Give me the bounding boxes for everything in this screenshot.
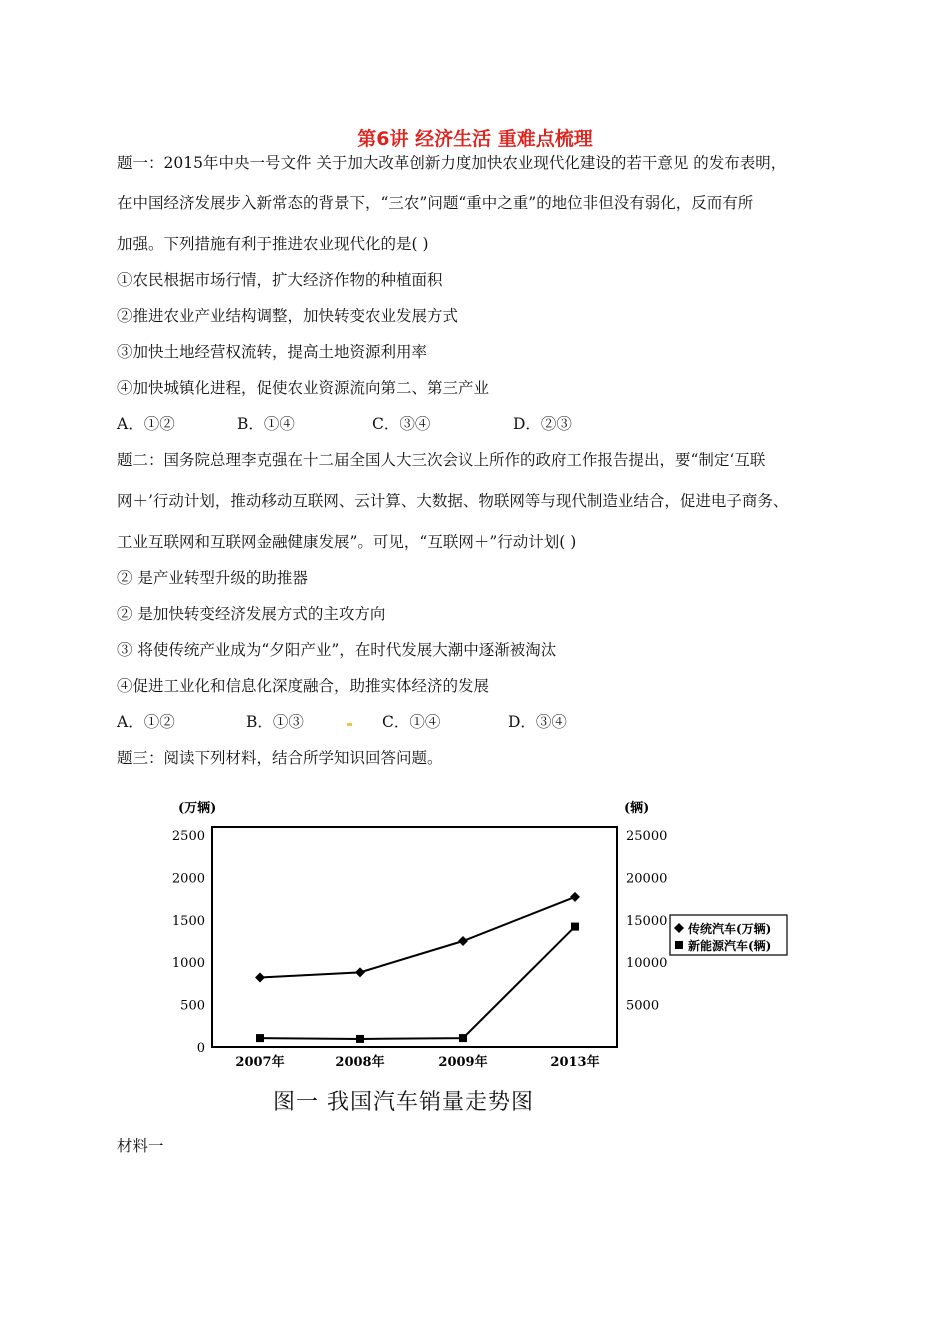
q1-choice-1: ①农民根据市场行情，扩大经济作物的种植面积 <box>117 271 443 289</box>
q1-option-c: C．③④ <box>372 415 431 433</box>
data-point-diamond <box>355 967 365 977</box>
q2-choice-4: ④促进工业化和信息化深度融合，助推实体经济的发展 <box>117 677 490 695</box>
right-axis-unit: (辆) <box>624 801 650 816</box>
q1-line-3: 加强。下列措施有利于推进农业现代化的是( ) <box>117 235 429 253</box>
stray-mark <box>347 723 352 726</box>
left-tick-label: 2000 <box>171 871 205 887</box>
right-tick-label: 10000 <box>626 956 668 972</box>
legend-label: 新能源汽车(辆) <box>688 939 772 953</box>
material-label: 材料一 <box>117 1137 164 1155</box>
x-tick-label: 2013年 <box>550 1055 600 1070</box>
q1-line-1: 题一：2015年中央一号文件 关于加大改革创新力度加快农业现代化建设的若干意见 的发布表明， <box>117 154 787 172</box>
q2-option-a: A．①② <box>117 713 175 731</box>
data-point-diamond <box>458 936 468 946</box>
q1-option-b: B．①④ <box>237 415 295 433</box>
left-axis-unit: (万辆) <box>178 801 217 816</box>
q2-option-c: C．①④ <box>382 713 441 731</box>
data-point-diamond <box>570 892 580 902</box>
q1-option-a: A．①② <box>117 415 175 433</box>
right-tick-label: 5000 <box>626 998 660 1014</box>
left-tick-label: 2500 <box>171 829 205 844</box>
series-line <box>260 927 575 1039</box>
q2-option-b: B．①③ <box>246 713 304 731</box>
chart-legend <box>670 915 787 955</box>
legend-label: 传统汽车(万辆) <box>688 922 772 936</box>
q1-choice-3: ③加快土地经营权流转，提高土地资源利用率 <box>117 343 428 361</box>
page-title: 第6讲 经济生活 重难点梳理 <box>357 128 593 150</box>
right-tick-label: 25000 <box>626 829 668 844</box>
data-point-square <box>459 1034 467 1042</box>
series-line <box>260 897 575 978</box>
right-tick-label: 15000 <box>626 913 668 929</box>
q2-choice-2: ② 是加快转变经济发展方式的主攻方向 <box>117 605 386 623</box>
x-tick-label: 2009年 <box>438 1055 488 1070</box>
q2-option-d: D．③④ <box>508 713 567 731</box>
plot-frame <box>212 827 617 1047</box>
left-tick-label: 1500 <box>171 913 205 929</box>
data-point-square <box>256 1034 264 1042</box>
q2-line-2: 网＋’行动计划，推动移动互联网、云计算、大数据、物联网等与现代制造业结合，促进电子商务、 <box>117 492 789 510</box>
right-tick-label: 20000 <box>626 871 668 887</box>
left-tick-label: 0 <box>196 1041 205 1056</box>
legend-marker-square <box>675 941 683 949</box>
car-sales-chart <box>160 788 800 1078</box>
x-tick-label: 2008年 <box>335 1055 385 1070</box>
q1-choice-2: ②推进农业产业结构调整，加快转变农业发展方式 <box>117 307 459 325</box>
data-point-square <box>571 923 579 931</box>
left-tick-label: 500 <box>180 998 205 1014</box>
q2-line-1: 题二：国务院总理李克强在十二届全国人大三次会议上所作的政府工作报告提出，要“制定‘互联 <box>117 451 766 469</box>
q1-choice-4: ④加快城镇化进程，促使农业资源流向第二、第三产业 <box>117 379 490 397</box>
left-tick-label: 1000 <box>171 956 205 972</box>
x-tick-label: 2007年 <box>235 1055 285 1070</box>
data-point-diamond <box>255 972 265 982</box>
q2-choice-1: ② 是产业转型升级的助推器 <box>117 569 308 587</box>
q1-option-d: D．②③ <box>513 415 572 433</box>
q2-choice-3: ③ 将使传统产业成为“夕阳产业”，在时代发展大潮中逐渐被淘汰 <box>117 641 557 659</box>
q3-intro: 题三：阅读下列材料，结合所学知识回答问题。 <box>117 749 443 767</box>
chart-caption: 图一 我国汽车销量走势图 <box>273 1090 534 1115</box>
q1-line-2: 在中国经济发展步入新常态的背景下，“三农”问题“重中之重”的地位非但没有弱化，反而有所 <box>117 194 754 212</box>
data-point-square <box>356 1035 364 1043</box>
q2-line-3: 工业互联网和互联网金融健康发展”。可见，“互联网＋”行动计划( ) <box>117 533 577 551</box>
